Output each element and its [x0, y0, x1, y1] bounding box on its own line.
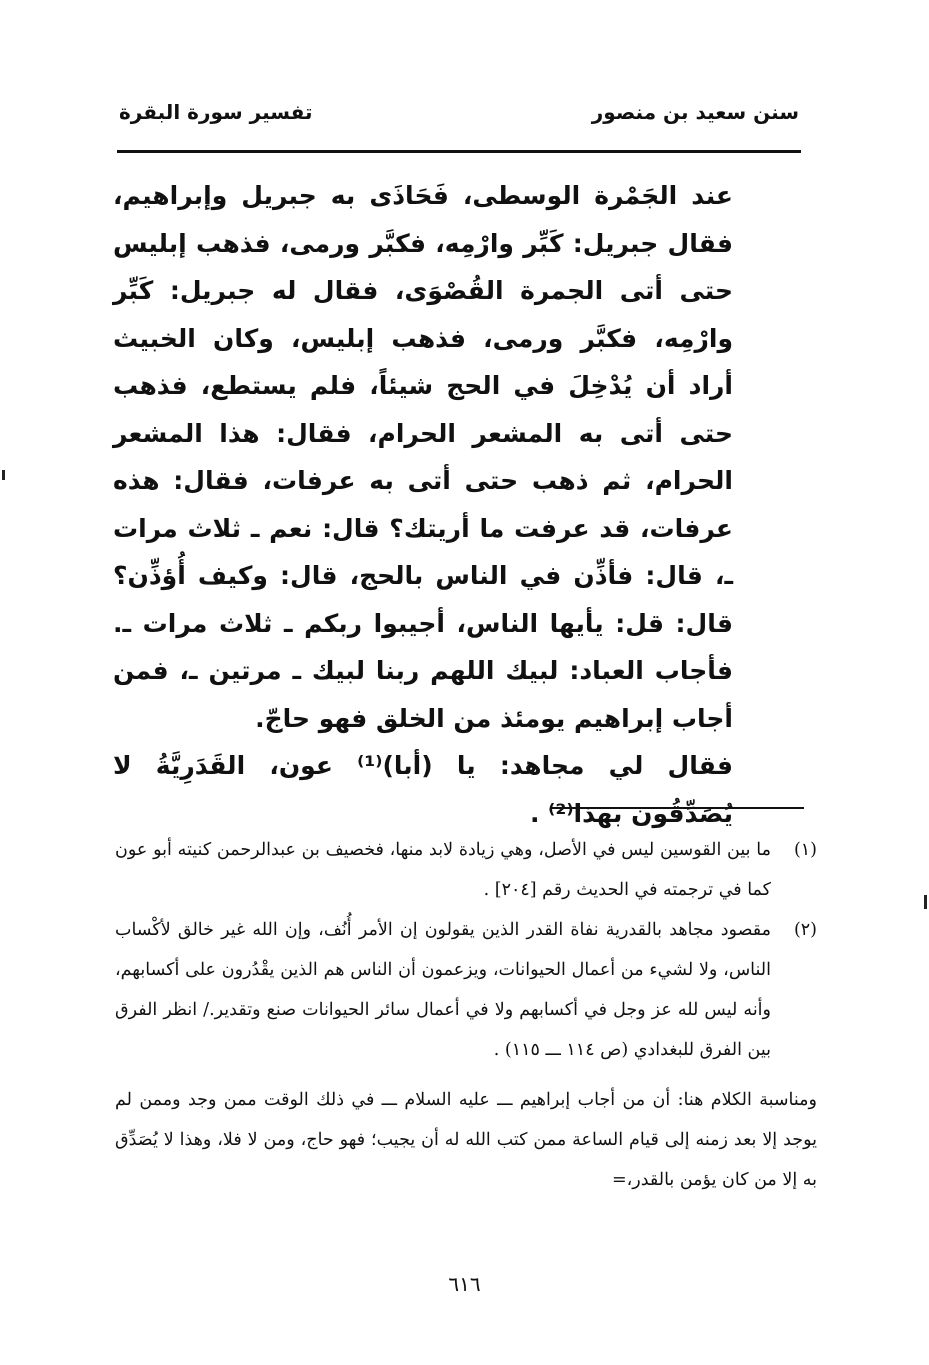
footnote-text: ما بين القوسين ليس في الأصل، وهي زيادة لابد منها، فخصيف بن عبدالرحمن كنيته أبو عون كما في ترجمته في الحديث رقم [٢٠٤] . [115, 840, 771, 900]
footnote-text: مقصود مجاهد بالقدرية نفاة القدر الذين يقولون إن الأمر أُنُف، وإن الله غير خالق لأكْساب الناس، ولا لشيء من أعمال الحيوانات، ويزعمون أن الناس هم الذين يقْدُرون على أكسابهم، وأنه ليس لله عز وجل في أكسابهم ولا في أعمال سائر الحيوانات صنع وتقدير./ انظر الفرق بين الفرق للبغدادي (ص ١١٤ ـــ ١١٥) . [115, 920, 771, 1060]
scan-mark [2, 470, 5, 480]
footnote-divider [550, 807, 804, 809]
running-header [117, 100, 799, 144]
header-divider [117, 150, 801, 153]
footnote-2 [115, 910, 817, 1070]
book-title: سنن سعيد بن منصور [591, 100, 799, 124]
footnote-number: (١) [793, 840, 817, 860]
footnote-2-continuation: ومناسبة الكلام هنا: أن من أجاب إبراهيم ـــ عليه السلام ـــ في ذلك الوقت ممن وجد وممن لم يوجد إلا بعد زمنه إلى قيام الساعة ممن كتب الله له أن يجيب؛ فهو حاج، ومن لا فلا، وهذا لا يُصَدِّق به إلا من كان يؤمن بالقدر،= [115, 1090, 817, 1190]
main-paragraph-1: عند الجَمْرة الوسطى، فَحَاذَى به جبريل وإبراهيم، فقال جبريل: كَبِّر وارْمِه، فكبَّر ورمى، فذهب إبليس حتى أتى الجمرة القُصْوَى، فقال له جبريل: كَبِّر وارْمِه، فكبَّر ورمى، فذهب إبليس، وكان الخبيث أراد أن يُدْخِلَ في الحج شيئاً، فلم يستطع، فذهب حتى أتى به المشعر الحرام، فقال: هذا المشعر الحرام، ثم ذهب حتى أتى به عرفات، فقال: هذه عرفات، قد عرفت ما أريتك؟ قال: نعم ـ ثلاث مرات ـ، قال: فأذِّن في الناس بالحج، قال: وكيف أُؤذِّن؟ قال: قل: يأيها الناس، أجيبوا ربكم ـ ثلاث مرات ـ. فأجاب العباد: لبيك اللهم ربنا لبيك ـ مرتين ـ، فمن أجاب إبراهيم يومئذ من الخلق فهو حاجّ. [113, 181, 733, 733]
footnote-number: (٢) [793, 920, 817, 940]
footnote-1 [115, 830, 817, 910]
footnotes [115, 830, 817, 1200]
scan-mark [924, 895, 927, 909]
page-number: ٦١٦ [448, 1272, 481, 1296]
main-paragraph-2: فقال لي مجاهد: يا (أبا)⁽¹⁾ عون، القَدَرِيَّةُ لا يُصَدِّقُون بهذا⁽²⁾ . [113, 751, 734, 828]
main-text [113, 172, 733, 837]
section-title: تفسير سورة البقرة [119, 100, 313, 124]
